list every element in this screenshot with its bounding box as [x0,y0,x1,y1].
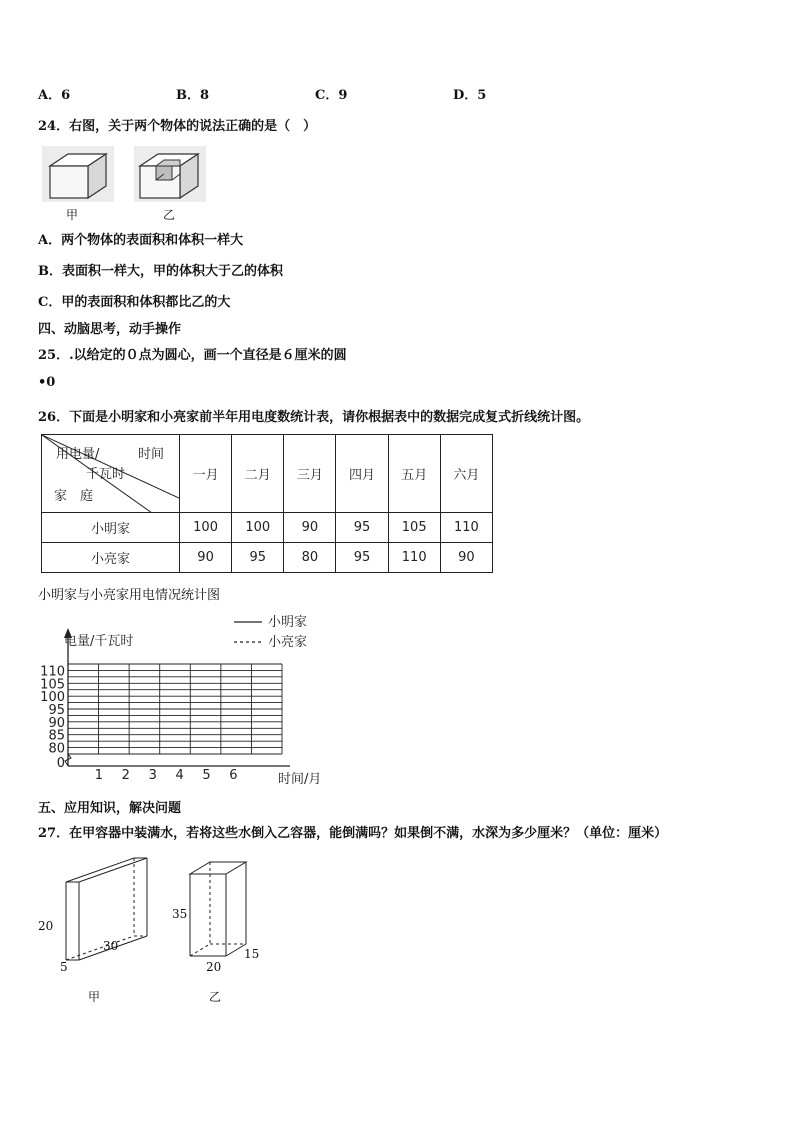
q24-label-jia: 甲 [66,208,79,222]
corner-time-label: 时间 [138,447,165,462]
jia-height-label: 20 [38,919,54,933]
section-4-heading: 四、动脑思考，动手操作 [38,322,182,337]
q24-figure-jia [42,146,114,202]
table-cell: 90 [440,543,492,573]
q23-option-b: B．8 [176,88,210,103]
x-tick-label: 2 [121,768,130,783]
month-header: 一月 [180,435,232,513]
month-header: 六月 [440,435,492,513]
corner-unit-label-1: 用电量/ [56,447,100,462]
q27-stem: 27．在甲容器中装满水，若将这些水倒入乙容器，能倒满吗？如果倒不满，水深为多少厘米？（单位：厘米） [38,826,668,841]
row-name: 小亮家 [42,543,180,573]
q23-option-a: A．6 [38,88,71,103]
table-cell: 90 [284,513,336,543]
x-tick-label: 6 [229,768,238,783]
yi-height-label: 35 [172,907,188,921]
q26-usage-table [41,434,493,573]
corner-family-label: 家 庭 [54,489,94,504]
table-row [42,543,493,573]
q24-stem: 24．右图，关于两个物体的说法正确的是（ ） [38,119,317,134]
x-tick-label: 5 [202,768,211,783]
corner-unit-label-2: 千瓦时 [86,467,126,482]
table-row [42,513,493,543]
y-tick-label: 85 [48,728,65,744]
q24-figure-yi [134,146,206,202]
table-cell: 110 [388,543,440,573]
q25-center-point: •0 [38,375,56,390]
y-tick-label: 90 [48,715,65,731]
jia-width-label: 5 [60,960,68,974]
legend-label: 小明家 [268,615,308,630]
q23-option-d: D．5 [453,88,487,103]
month-header: 四月 [336,435,388,513]
q24-option-c: C．甲的表面积和体积都比乙的大 [38,295,231,310]
q25-stem: 25．.以给定的０点为圆心，画一个直径是６厘米的圆 [38,348,347,363]
x-tick-label: 3 [148,768,157,783]
jia-label: 甲 [88,990,101,1004]
yi-width-label: 15 [244,947,260,961]
table-cell: 90 [180,543,232,573]
q27-container-yi [188,860,258,960]
yi-length-label: 20 [206,960,222,974]
table-cell: 95 [336,543,388,573]
table-cell: 80 [284,543,336,573]
month-header: 三月 [284,435,336,513]
x-axis-label: 时间/月 [278,772,322,787]
q24-option-b: B．表面积一样大，甲的体积大于乙的体积 [38,264,283,279]
table-cell: 95 [232,543,284,573]
y-tick-label: 95 [48,703,65,718]
table-header-corner [42,435,180,513]
table-cell: 105 [388,513,440,543]
q24-option-a: A．两个物体的表面积和体积一样大 [38,233,244,248]
row-name: 小明家 [42,513,180,543]
y-tick-label: 0 [56,756,65,771]
yi-label: 乙 [209,990,222,1004]
table-cell: 100 [180,513,232,543]
x-tick-label: 1 [94,768,104,783]
y-axis-label: 电量/千瓦时 [64,634,134,649]
table-cell: 100 [232,513,284,543]
table-cell: 95 [336,513,388,543]
table-cell: 110 [440,513,492,543]
y-tick-label: 100 [40,690,65,706]
month-header: 二月 [232,435,284,513]
q26-stem: 26．下面是小明家和小亮家前半年用电度数统计表，请你根据表中的数据完成复式折线统计图。 [38,410,590,425]
y-tick-label: 110 [40,664,65,680]
q26-line-chart [38,608,338,790]
q23-option-c: C．9 [315,88,348,103]
jia-length-label: 30 [103,939,119,953]
y-tick-label: 105 [40,677,65,693]
month-header: 五月 [388,435,440,513]
legend-label: 小亮家 [268,635,308,650]
chart-caption: 小明家与小亮家用电情况统计图 [38,588,221,603]
x-tick-label: 4 [175,768,184,783]
section-5-heading: 五、应用知识，解决问题 [38,801,182,816]
y-tick-label: 80 [48,741,65,757]
q24-label-yi: 乙 [163,208,176,222]
